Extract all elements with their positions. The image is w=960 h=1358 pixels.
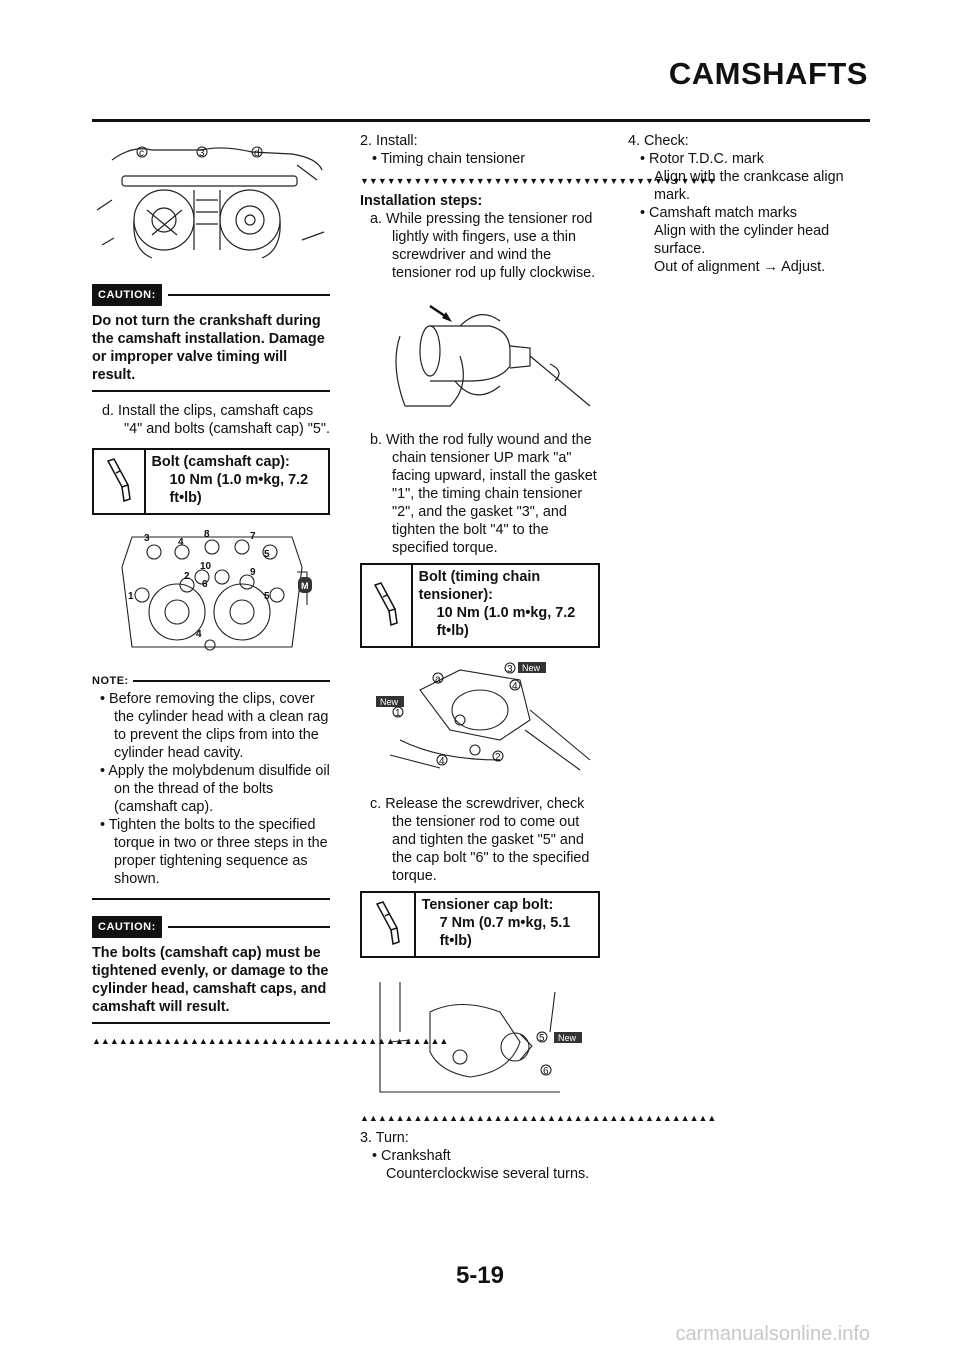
bolt-seq-label: 3 xyxy=(144,533,150,544)
step-3-detail: Counterclockwise several turns. xyxy=(386,1166,590,1182)
new-badge: New xyxy=(380,697,399,707)
step-2-item: • Timing chain tensioner xyxy=(372,151,526,167)
torque-spec-tensioner-cap-bolt xyxy=(360,891,600,958)
torque-value: 7 Nm (0.7 m•kg, 5.1 ft•lb) xyxy=(439,915,571,949)
bolt-seq-label: 7 xyxy=(250,531,256,542)
svg-text:4: 4 xyxy=(512,681,518,692)
note-box xyxy=(92,672,330,900)
bolt-seq-label: 4 xyxy=(178,537,184,548)
tensioner-cap-figure xyxy=(360,972,600,1102)
svg-text:a: a xyxy=(435,674,441,685)
caution-box-1 xyxy=(92,284,330,392)
svg-text:3: 3 xyxy=(507,664,513,675)
svg-text:c: c xyxy=(139,148,144,159)
note-item: • Before removing the clips, cover the cylinder head with a clean rag to prevent the clips from into the cylinder head cavity. xyxy=(100,691,329,761)
camshaft-cap-bolt-sequence-figure xyxy=(92,527,330,657)
svg-text:2: 2 xyxy=(495,752,501,763)
page-number: 5-19 xyxy=(455,1262,505,1289)
torque-label: Bolt (timing chain tensioner): xyxy=(418,569,541,603)
torque-wrench-icon xyxy=(362,893,416,956)
caution-box-2 xyxy=(92,916,330,1024)
step-3: 3. Turn: xyxy=(360,1130,409,1146)
torque-value: 10 Nm (1.0 m•kg, 7.2 ft•lb) xyxy=(436,605,576,639)
bolt-seq-label: 2 xyxy=(184,571,190,582)
start-steps-marker: ▼▼▼▼▼▼▼▼▼▼▼▼▼▼▼▼▼▼▼▼▼▼▼▼▼▼▼▼▼▼▼▼▼▼▼▼▼▼▼▼ xyxy=(360,176,717,186)
step-a: a. While pressing the tensioner rod lightly with fingers, use a thin screwdriver and wind the tensioner rod up fully clockwise. xyxy=(370,211,596,281)
caution-badge: CAUTION: xyxy=(92,284,162,306)
caution-text: Do not turn the crankshaft during the camshaft installation. Damage or improper valve timing will result. xyxy=(92,313,325,383)
step-4: 4. Check: xyxy=(628,133,689,149)
svg-text:6: 6 xyxy=(543,1066,549,1077)
svg-text:d: d xyxy=(254,148,260,159)
note-item: • Tighten the bolts to the specified torque in two or three steps in the proper tightening sequence as shown. xyxy=(100,817,328,887)
torque-label: Tensioner cap bolt: xyxy=(421,897,554,913)
caution-badge: CAUTION: xyxy=(92,916,162,938)
step-3-item: • Crankshaft xyxy=(372,1148,451,1164)
torque-wrench-icon xyxy=(94,450,146,513)
check-item: • Camshaft match marks xyxy=(640,205,797,221)
note-item: • Apply the molybdenum disulfide oil on the thread of the bolts (camshaft cap). xyxy=(100,763,330,815)
bolt-seq-label: 9 xyxy=(250,567,256,578)
svg-text:1: 1 xyxy=(395,708,401,719)
check-item-detail: Out of alignment → Adjust. xyxy=(654,259,826,275)
bolt-seq-label: 6 xyxy=(202,579,208,590)
svg-text:M: M xyxy=(301,581,309,591)
bolt-seq-label: 5 xyxy=(264,591,270,602)
svg-text:3: 3 xyxy=(199,148,205,159)
header-rule xyxy=(92,119,870,122)
torque-label: Bolt (camshaft cap): xyxy=(151,454,290,470)
bolt-seq-label: 4 xyxy=(196,629,202,640)
right-column xyxy=(628,132,870,276)
torque-spec-tensioner-bolt xyxy=(360,563,600,648)
torque-value: 10 Nm (1.0 m•kg, 7.2 ft•lb) xyxy=(169,472,309,506)
svg-text:5: 5 xyxy=(539,1033,545,1044)
bolt-seq-label: 8 xyxy=(204,529,210,540)
check-item: • Rotor T.D.C. mark xyxy=(640,151,764,167)
step-2: 2. Install: xyxy=(360,133,418,149)
watermark: carmanualsonline.info xyxy=(675,1323,870,1345)
end-steps-marker: ▲▲▲▲▲▲▲▲▲▲▲▲▲▲▲▲▲▲▲▲▲▲▲▲▲▲▲▲▲▲▲▲▲▲▲▲▲▲▲▲ xyxy=(92,1036,449,1046)
tensioner-install-figure xyxy=(360,660,600,780)
installation-steps-label: Installation steps: xyxy=(360,193,483,209)
step-c: c. Release the screwdriver, check the tensioner rod to come out and tighten the gasket "5" and the cap bolt "6" to the specified torque. xyxy=(370,796,590,884)
torque-spec-camshaft-cap xyxy=(92,448,330,515)
caution-text: The bolts (camshaft cap) must be tightened evenly, or damage to the cylinder head, camshaft caps, and camshaft will result. xyxy=(92,945,329,1015)
tensioner-winding-figure xyxy=(360,296,600,416)
bolt-seq-label: 1 xyxy=(128,591,134,602)
bolt-seq-label: 5 xyxy=(264,549,270,560)
step-d: d. Install the clips, camshaft caps "4" and bolts (camshaft cap) "5". xyxy=(102,403,331,437)
note-label: NOTE: xyxy=(92,675,129,687)
check-item-detail: Align with the cylinder head surface. xyxy=(654,223,830,257)
check-item-detail: Align with the crankcase align mark. xyxy=(654,169,844,203)
new-badge: New xyxy=(522,663,541,673)
camshaft-chain-figure xyxy=(92,140,330,265)
new-badge: New xyxy=(558,1033,577,1043)
svg-text:4: 4 xyxy=(439,756,445,767)
step-b: b. With the rod fully wound and the chain tensioner UP mark "a" facing upward, install the gasket "1", the timing chain tensioner "2", and the gasket "3", and tighten the bolt "4" to the specified torque. xyxy=(370,432,597,556)
torque-wrench-icon xyxy=(362,565,413,646)
bolt-seq-label: 10 xyxy=(200,561,212,572)
page-title: CAMSHAFTS xyxy=(668,56,868,91)
end-steps-marker: ▲▲▲▲▲▲▲▲▲▲▲▲▲▲▲▲▲▲▲▲▲▲▲▲▲▲▲▲▲▲▲▲▲▲▲▲▲▲▲▲ xyxy=(360,1113,717,1123)
